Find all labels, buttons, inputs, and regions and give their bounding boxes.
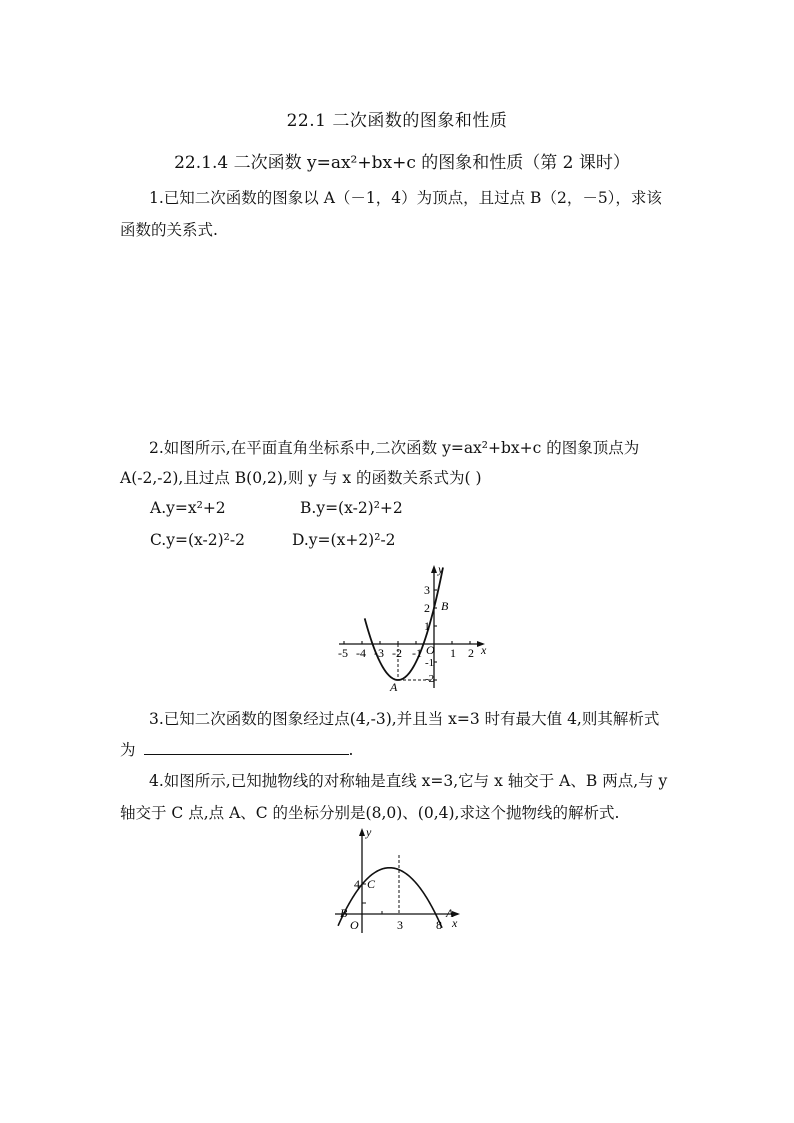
q2-option-b: B.y=(x-2)²+2 (300, 499, 403, 517)
q2-y-axis-label: y (438, 562, 444, 576)
q4-point-c-label: C (367, 877, 376, 891)
q3-suffix: . (348, 741, 354, 759)
q2-x-tick: -3 (374, 646, 384, 660)
q3-answer-blank[interactable] (144, 742, 349, 755)
q4-y-arrow (359, 828, 365, 836)
q4-label-3: 3 (397, 918, 403, 932)
section-title: 22.1 二次函数的图象和性质 (286, 111, 508, 131)
q2-x-tick: -4 (356, 646, 366, 660)
q2-y-tick: -2 (425, 673, 435, 685)
q1-line2: 函数的关系式. (120, 221, 218, 239)
q2-origin-label: O (426, 643, 435, 657)
q3-prefix: 为 (120, 741, 136, 759)
q2-x-tick: -2 (392, 646, 402, 660)
q4-label-4: 4 (354, 877, 360, 891)
q4-y-axis-label: y (366, 825, 372, 839)
q4-point-a-label: A (446, 906, 454, 920)
q2-point-a-label: A (390, 680, 398, 694)
q4-line1: 4.如图所示,已知抛物线的对称轴是直线 x=3,它与 x 轴交于 A、B 两点,与 y (149, 772, 668, 790)
q4-parabola-figure (330, 825, 465, 937)
q2-option-c: C.y=(x-2)²-2 (150, 531, 245, 549)
q2-option-a: A.y=x²+2 (150, 499, 226, 517)
q2-y-tick: -1 (425, 657, 435, 669)
q2-parabola-figure (335, 562, 495, 694)
q2-line2: A(-2,-2),且过点 B(0,2),则 y 与 x 的函数关系式为( ) (120, 469, 482, 487)
q2-point-b-label: B (441, 599, 449, 613)
q2-x-tick: -5 (338, 646, 348, 660)
q4-label-8: 8 (436, 918, 442, 932)
q4-line2: 轴交于 C 点,点 A、C 的坐标分别是(8,0)、(0,4),求这个抛物线的解析式. (120, 804, 620, 822)
q1-line1: 1.已知二次函数的图象以 A（－1，4）为顶点，且过点 B（2，－5），求该 (149, 189, 662, 207)
q2-x-tick: 2 (468, 646, 474, 660)
q2-x-tick: -1 (412, 646, 422, 660)
q4-origin-label: O (350, 918, 359, 932)
q2-y-tick: 1 (424, 619, 430, 633)
q2-y-tick: 2 (424, 601, 430, 615)
q2-x-tick: 1 (450, 646, 456, 660)
q3-line2 (120, 738, 353, 760)
q2-y-tick: 3 (424, 583, 430, 597)
q2-line1: 2.如图所示,在平面直角坐标系中,二次函数 y=ax²+bx+c 的图象顶点为 (149, 439, 640, 457)
q2-y-arrow (431, 565, 437, 573)
lesson-subtitle: 22.1.4 二次函数 y=ax²+bx+c 的图象和性质（第 2 课时） (174, 153, 630, 173)
q4-x-axis-label: x (452, 916, 458, 930)
q4-point-b-label: B (340, 906, 348, 920)
q2-option-d: D.y=(x+2)²-2 (292, 531, 396, 549)
q3-line1: 3.已知二次函数的图象经过点(4,-3),并且当 x=3 时有最大值 4,则其解析式 (149, 710, 660, 728)
q2-x-axis-label: x (481, 643, 487, 657)
